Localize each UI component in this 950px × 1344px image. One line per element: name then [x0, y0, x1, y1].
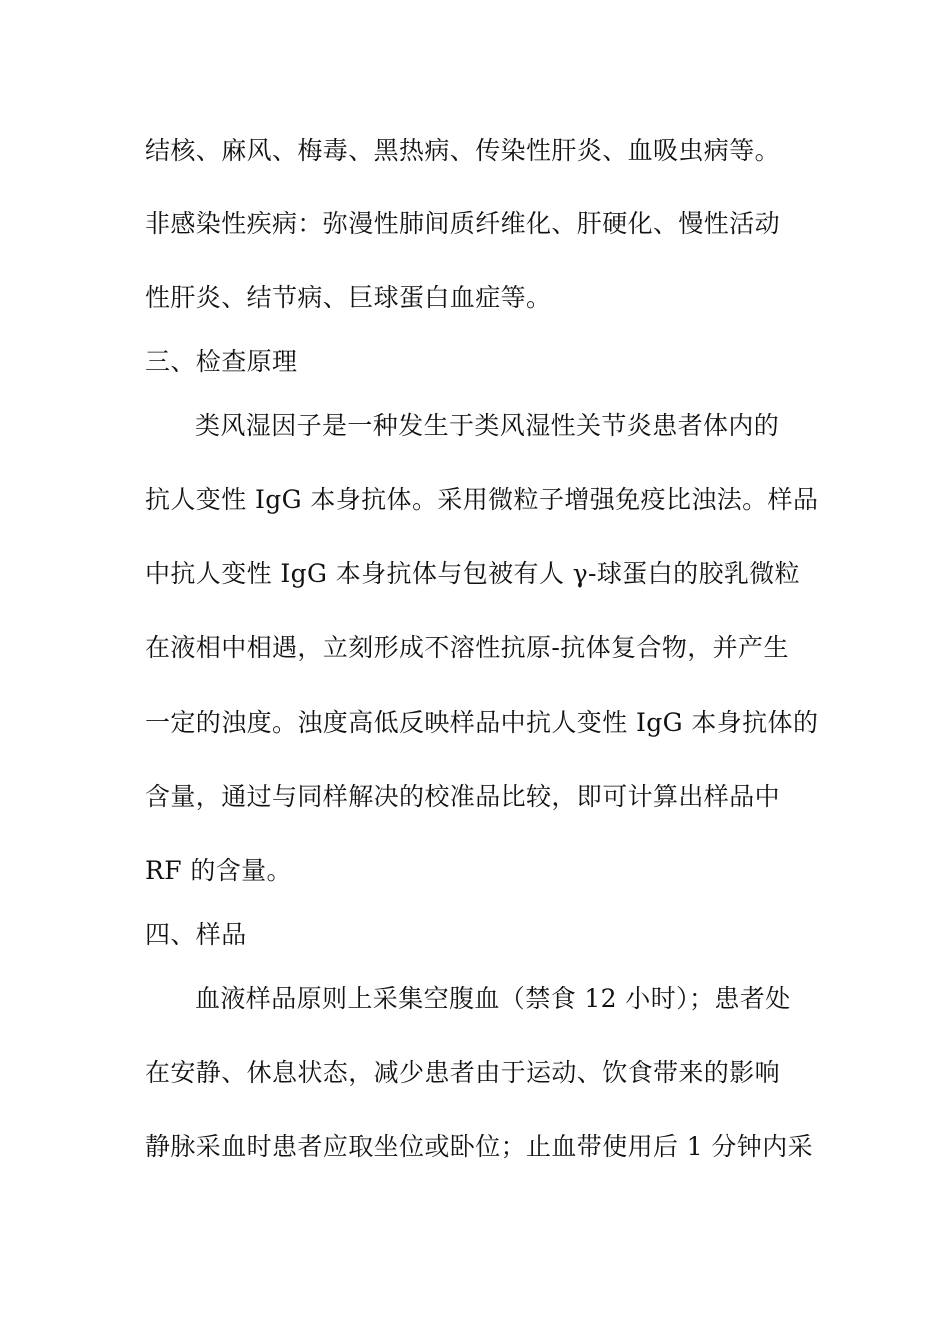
text-line-3: 性肝炎、结节病、巨球蛋白血症等。: [145, 283, 552, 312]
text-line-2: 非感染性疾病：弥漫性肺间质纤维化、肝硬化、慢性活动: [145, 209, 781, 238]
section-heading-sample: 四、样品: [145, 920, 247, 949]
text-line-5: 类风湿因子是一种发生于类风湿性关节炎患者体内的: [195, 411, 780, 440]
text-line-8: 在液相中相遇，立刻形成不溶性抗原-抗体复合物，并产生: [145, 633, 789, 662]
text-line-13: 血液样品原则上采集空腹血（禁食 12 小时）；患者处: [195, 984, 791, 1013]
text-line-10: 含量，通过与同样解决的校准品比较，即可计算出样品中: [145, 782, 781, 811]
text-line-15: 静脉采血时患者应取坐位或卧位；止血带使用后 1 分钟内采: [145, 1132, 814, 1161]
text-line-9: 一定的浊度。浊度高低反映样品中抗人变性 IgG 本身抗体的: [145, 708, 819, 737]
section-heading-principle: 三、检查原理: [145, 347, 298, 376]
text-line-1: 结核、麻风、梅毒、黑热病、传染性肝炎、血吸虫病等。: [145, 136, 781, 165]
text-line-6: 抗人变性 IgG 本身抗体。采用微粒子增强免疫比浊法。样品: [145, 485, 819, 514]
text-line-7: 中抗人变性 IgG 本身抗体与包被有人 γ-球蛋白的胶乳微粒: [145, 559, 801, 588]
text-line-11: RF 的含量。: [145, 856, 292, 885]
text-line-14: 在安静、休息状态，减少患者由于运动、饮食带来的影响: [145, 1058, 781, 1087]
